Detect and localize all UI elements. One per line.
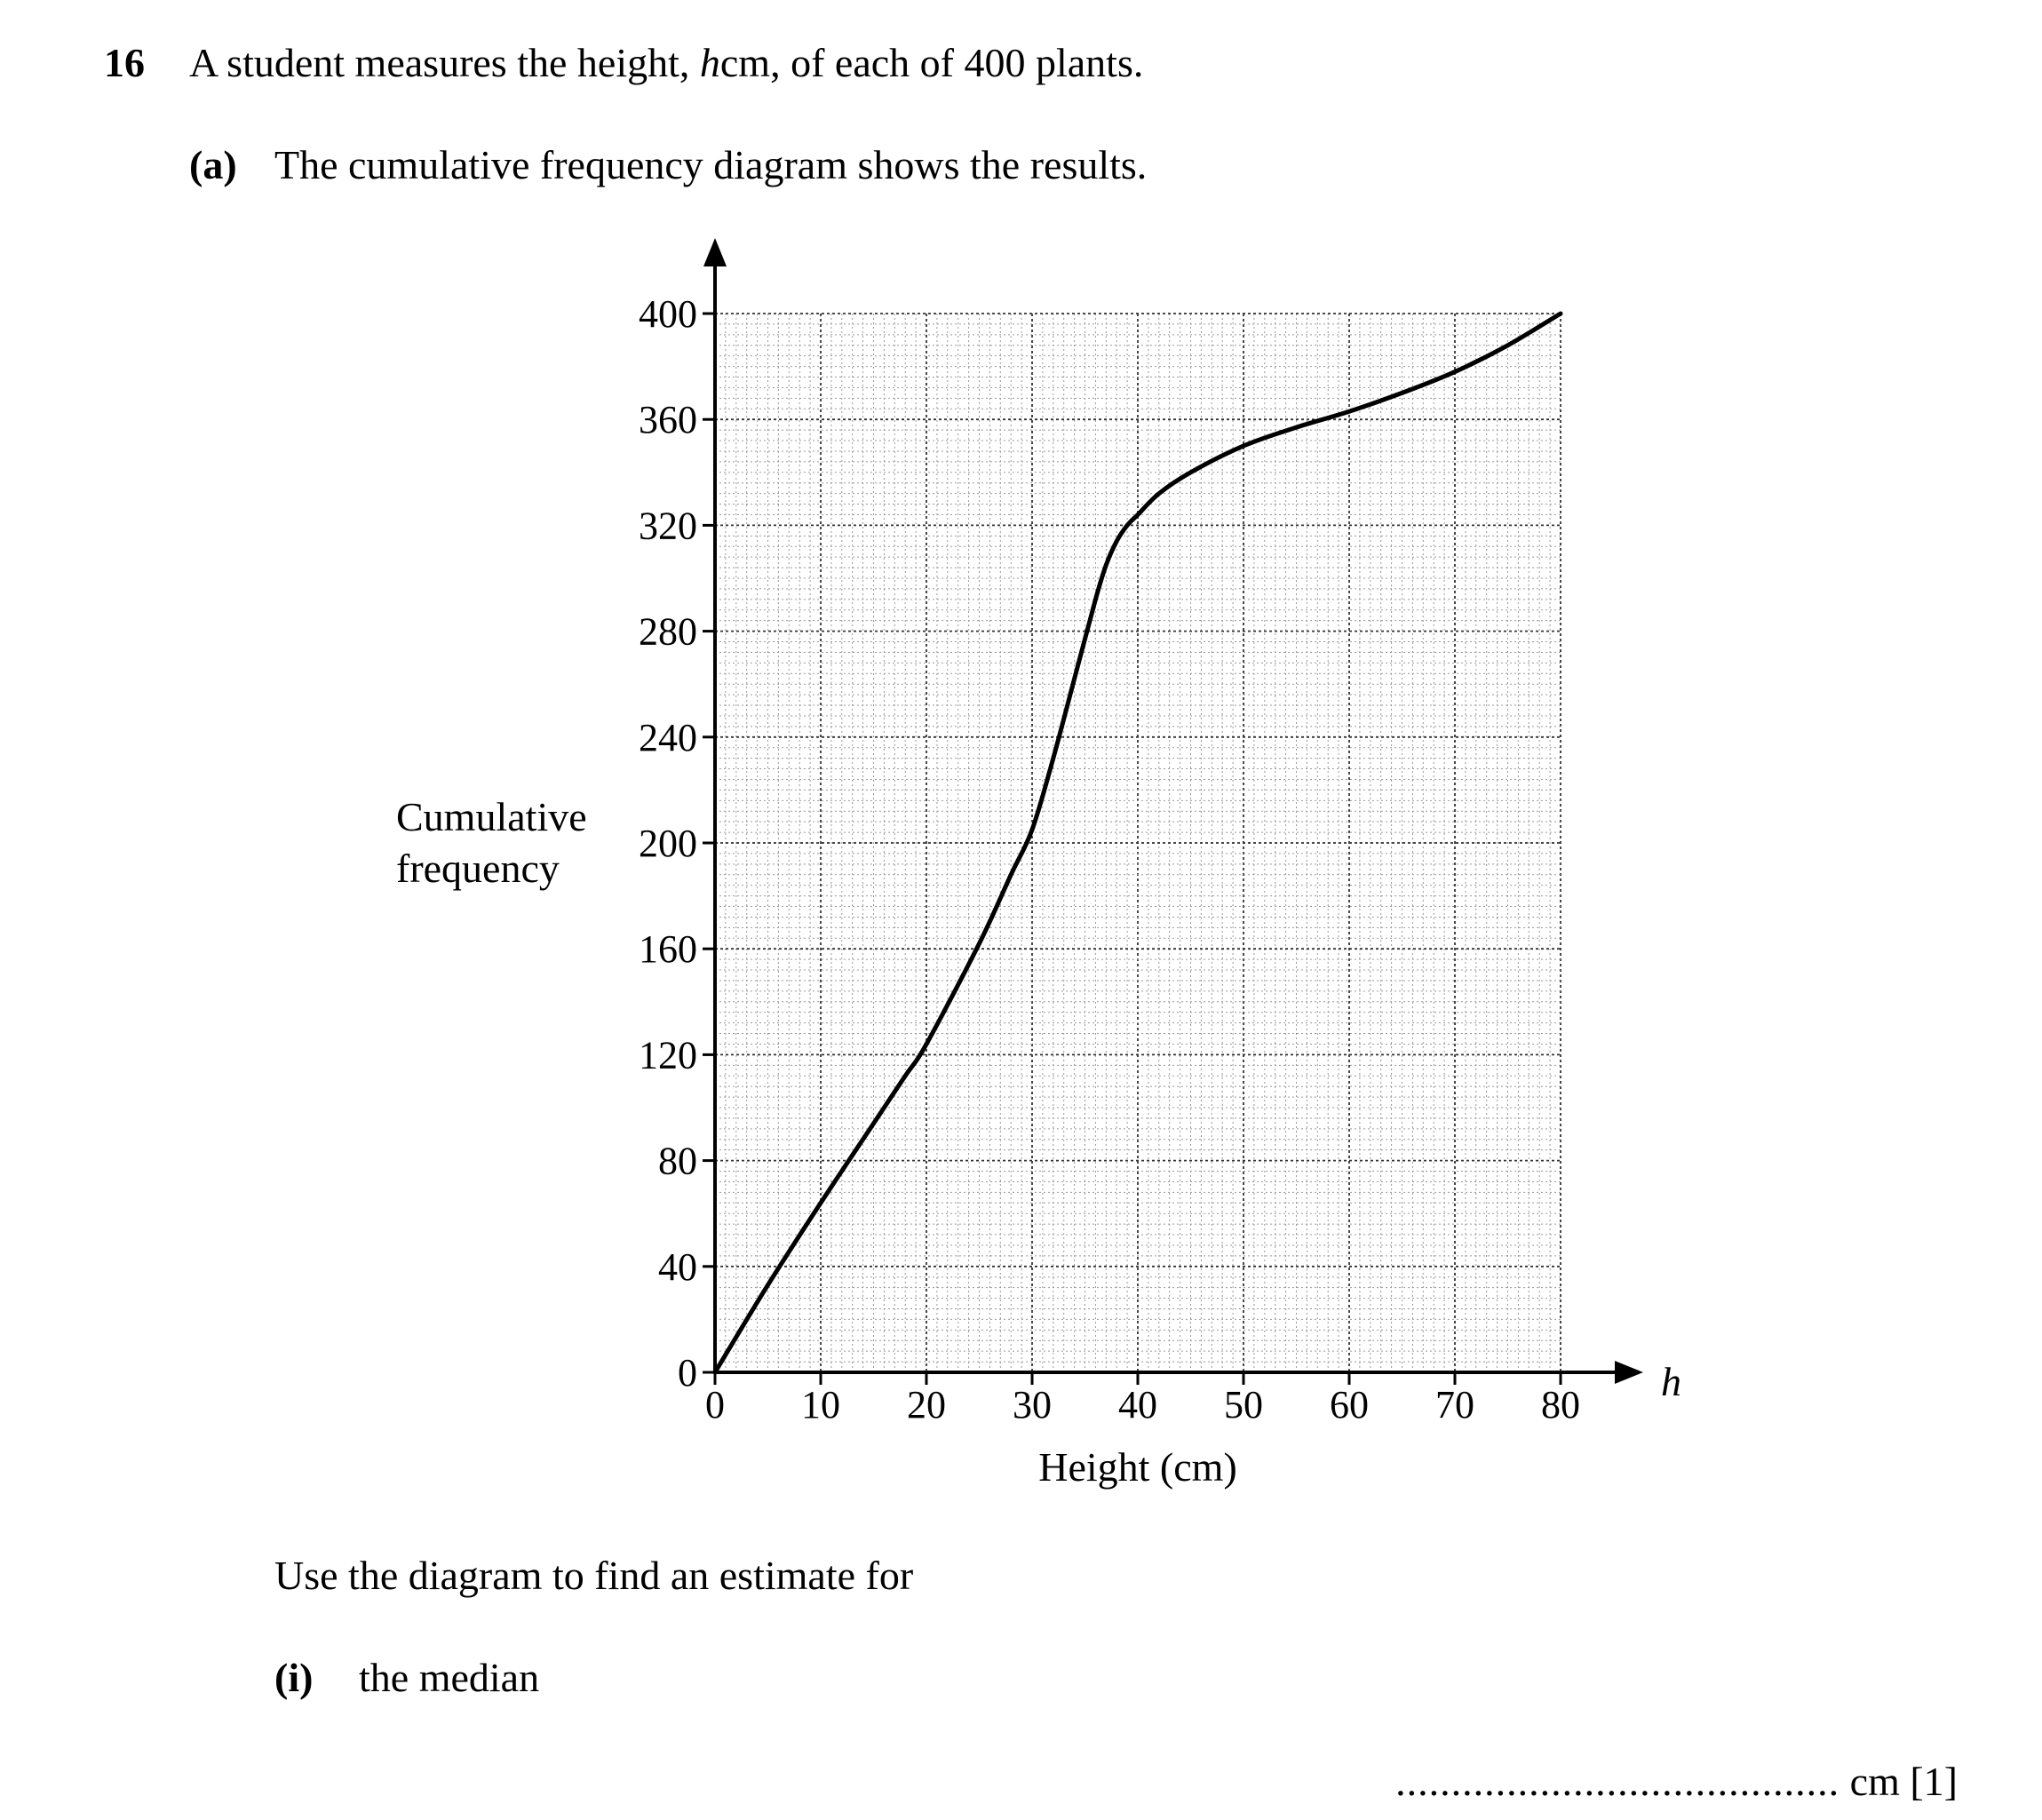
y-tick-label: 160 — [639, 927, 697, 972]
y-axis-label — [396, 794, 587, 891]
x-tick-label: 80 — [1541, 1383, 1580, 1427]
answer-line — [1395, 1761, 1958, 1802]
y-axis-label-line: Cumulative — [396, 794, 587, 839]
y-axis-label-line: frequency — [396, 846, 560, 891]
x-axis-arrow-icon — [1615, 1361, 1643, 1384]
y-tick-label: 240 — [639, 715, 697, 759]
x-tick-label: 40 — [1118, 1383, 1157, 1427]
y-tick-label: 200 — [639, 822, 697, 865]
part-i-text: the median — [359, 1655, 540, 1700]
answer-dots[interactable]: ........................................ — [1395, 1759, 1840, 1804]
y-tick-label: 400 — [639, 292, 697, 336]
stem-after: cm, of each of 400 plants. — [719, 40, 1144, 85]
y-tick-label: 360 — [639, 398, 697, 442]
part-a-label: (a) — [189, 142, 237, 187]
x-axis-variable: h — [1661, 1359, 1681, 1404]
x-tick-label: 60 — [1330, 1383, 1369, 1427]
x-tick-label: 0 — [705, 1383, 725, 1427]
y-tick-label: 0 — [678, 1351, 697, 1395]
x-tick-label: 70 — [1435, 1383, 1474, 1427]
answer-unit-marks: cm [1] — [1849, 1759, 1958, 1804]
question-number: 16 — [104, 40, 145, 85]
y-tick-label: 120 — [639, 1033, 697, 1077]
x-axis-label: Height (cm) — [1038, 1444, 1237, 1490]
y-tick-label: 40 — [658, 1244, 697, 1289]
x-tick-label: 50 — [1224, 1383, 1263, 1427]
chart-grid — [715, 314, 1561, 1372]
x-tick-label: 10 — [801, 1383, 840, 1427]
x-tick-label: 20 — [907, 1383, 946, 1427]
y-tick-label: 80 — [658, 1139, 697, 1183]
y-tick-label: 280 — [639, 609, 697, 654]
y-axis-arrow-icon — [703, 238, 727, 266]
part-i-label: (i) — [274, 1655, 314, 1700]
stem-before: A student measures the height, — [189, 40, 690, 85]
part-a-text: The cumulative frequency diagram shows the results. — [274, 142, 1148, 187]
x-tick-label: 30 — [1013, 1383, 1052, 1427]
y-tick-label: 320 — [639, 504, 697, 548]
stem-variable: h — [699, 40, 720, 85]
instruction-text: Use the diagram to find an estimate for — [274, 1553, 914, 1598]
